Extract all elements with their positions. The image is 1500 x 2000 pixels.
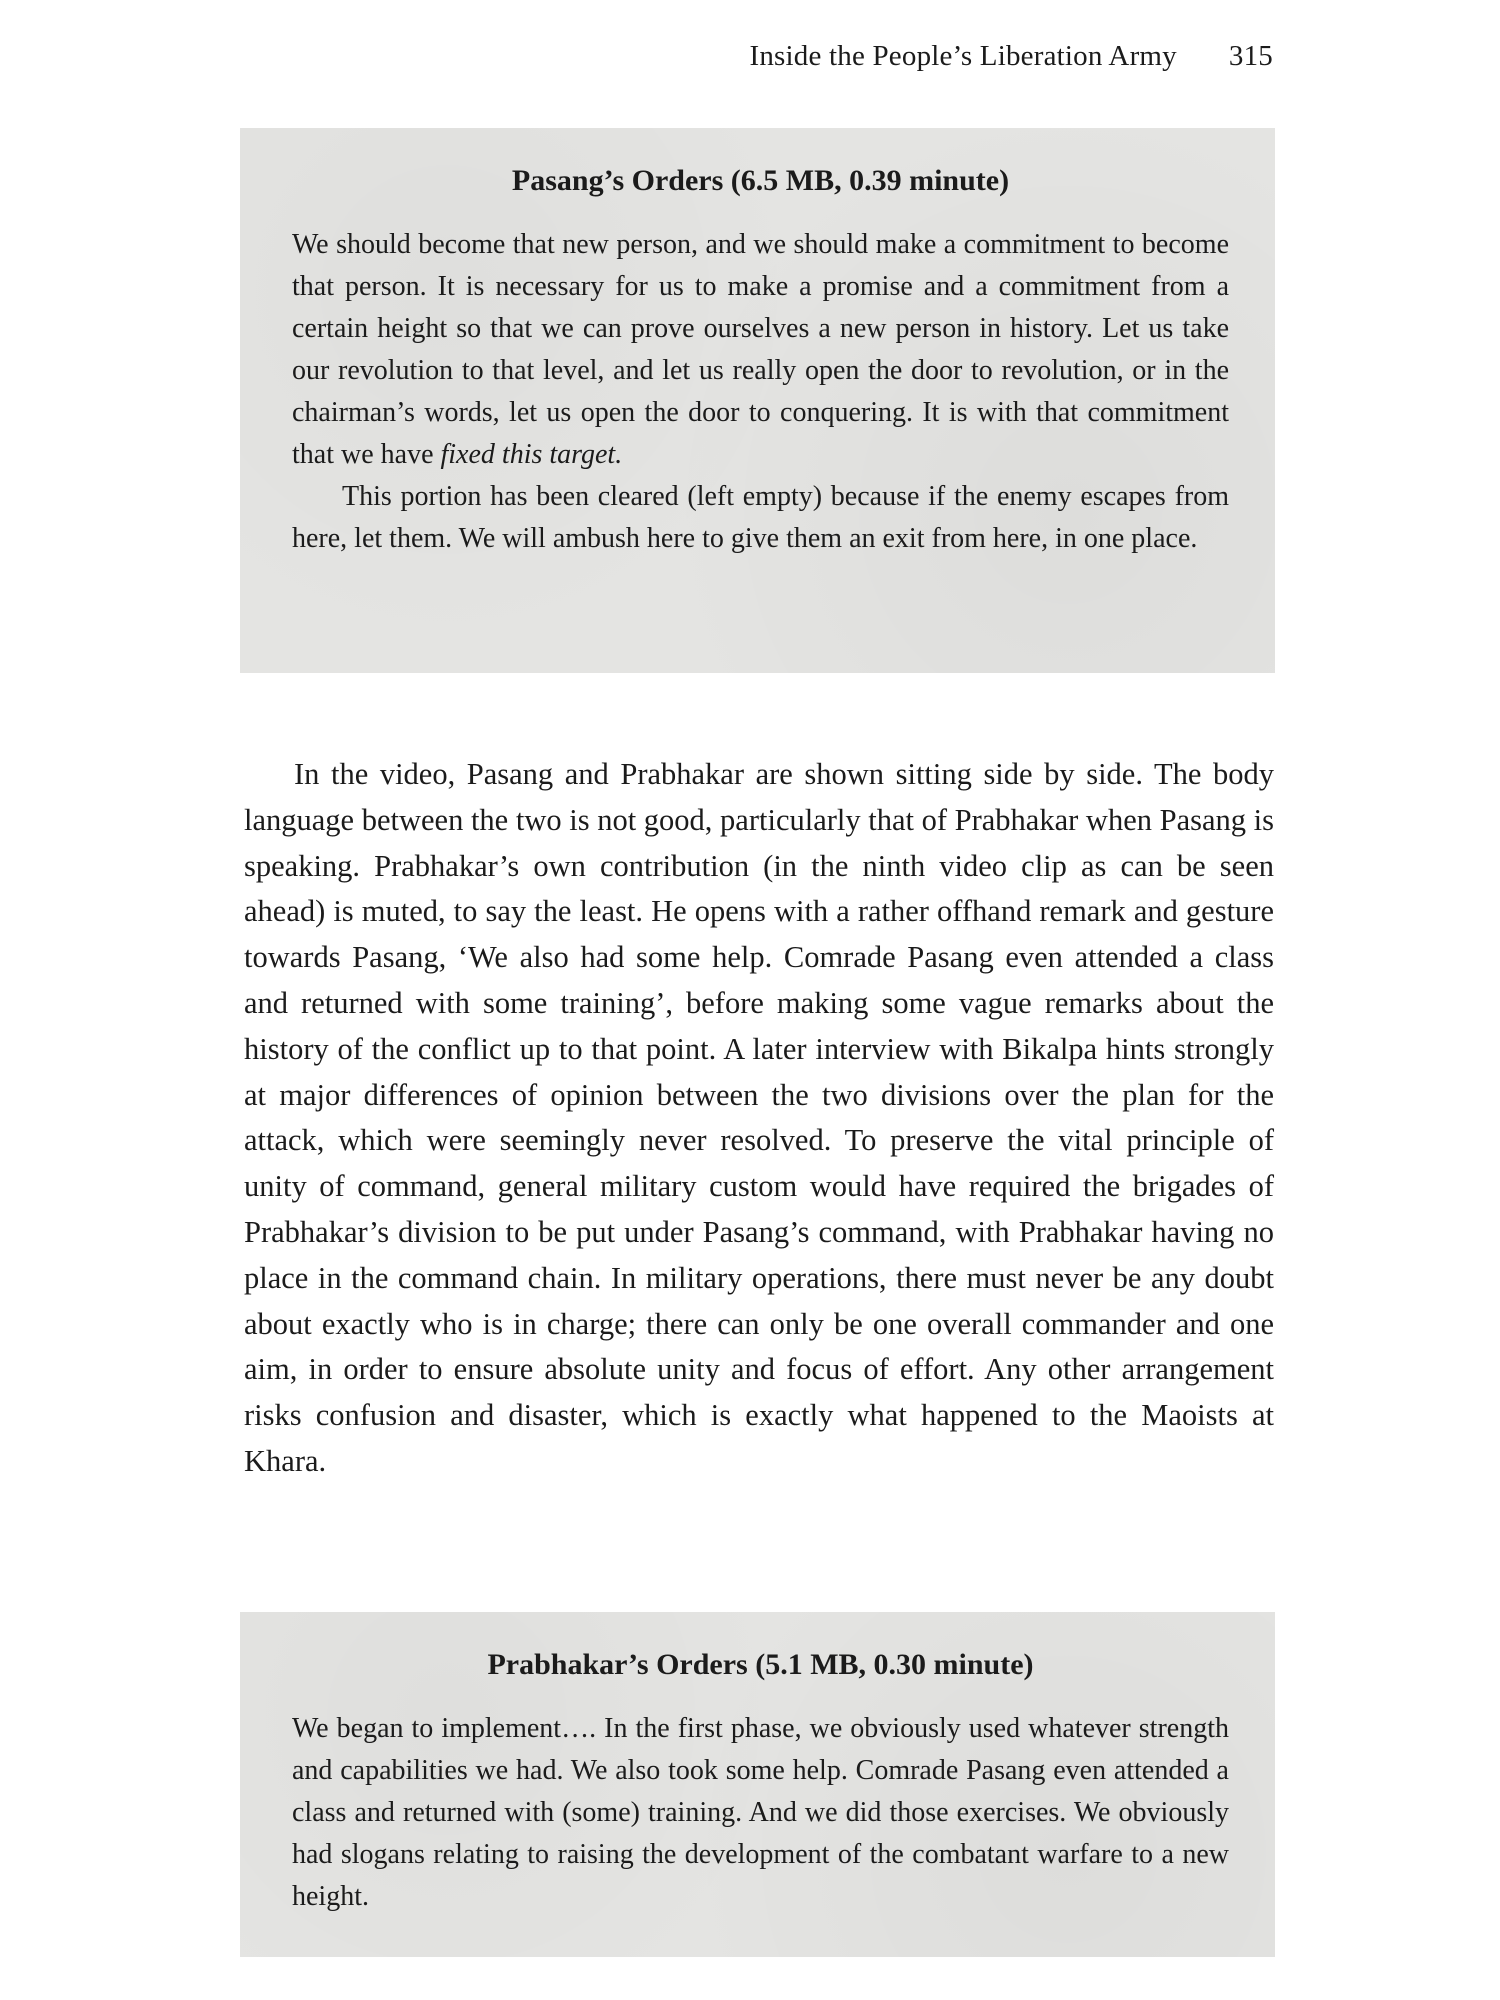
prabhakar-orders-box <box>240 1612 1275 1957</box>
pasang-orders-paragraph-1-text: We should become that new person, and we should make a commitment to become that person. It is necessary for us to make a promise and a commitment from a certain height so that we can prove ourselves a new person in history. Let us take our revolution to that level, and let us really open the door to revolution, or in the chairman’s words, let us open the door to conquering. It is with that commitment that we have <box>292 229 1229 470</box>
pasang-orders-box <box>240 128 1275 673</box>
pasang-orders-paragraph-2: This portion has been cleared (left empty) because if the enemy escapes from here, let them. We will ambush here to give them an exit from here, in one place. <box>292 481 1229 554</box>
pasang-orders-paragraph-1 <box>292 224 1229 476</box>
pasang-orders-italic-phrase: fixed this target. <box>440 439 623 470</box>
prabhakar-orders-paragraph-1: We began to implement…. In the first phase, we obviously used whatever strength and capabilities we had. We also took some help. Comrade Pasang even attended a class and returned with (some) training. And we did those exercises. We obviously had slogans relating to raising the development of the combatant warfare to a new height. <box>292 1713 1229 1912</box>
running-head-title: Inside the People’s Liberation Army <box>749 40 1177 72</box>
prabhakar-orders-title: Prabhakar’s Orders (5.1 MB, 0.30 minute) <box>487 1648 1034 1681</box>
running-head <box>0 40 1273 73</box>
main-paragraph: In the video, Pasang and Prabhakar are shown sitting side by side. The body language between the two is not good, particularly that of Prabhakar when Pasang is speaking. Prabhakar’s own contribution (in the ninth video clip as can be seen ahead) is muted, to say the least. He opens with a rather offhand remark and gesture towards Pasang, ‘We also had some help. Comrade Pasang even attended a class and returned with some training’, before making some vague remarks about the history of the conflict up to that point. A later interview with Bikalpa hints strongly at major differences of opinion between the two divisions over the plan for the attack, which were seemingly never resolved. To preserve the vital principle of unity of command, general military custom would have required the brigades of Prabhakar’s division to be put under Pasang’s command, with Prabhakar having no place in the command chain. In military operations, there must never be any doubt about exactly who is in charge; there can only be one overall commander and one aim, in order to ensure absolute unity and focus of effort. Any other arrangement risks confusion and disaster, which is exactly what happened to the Maoists at Khara. <box>244 757 1274 1478</box>
pasang-orders-title: Pasang’s Orders (6.5 MB, 0.39 minute) <box>511 164 1010 197</box>
page-number: 315 <box>1228 40 1273 72</box>
